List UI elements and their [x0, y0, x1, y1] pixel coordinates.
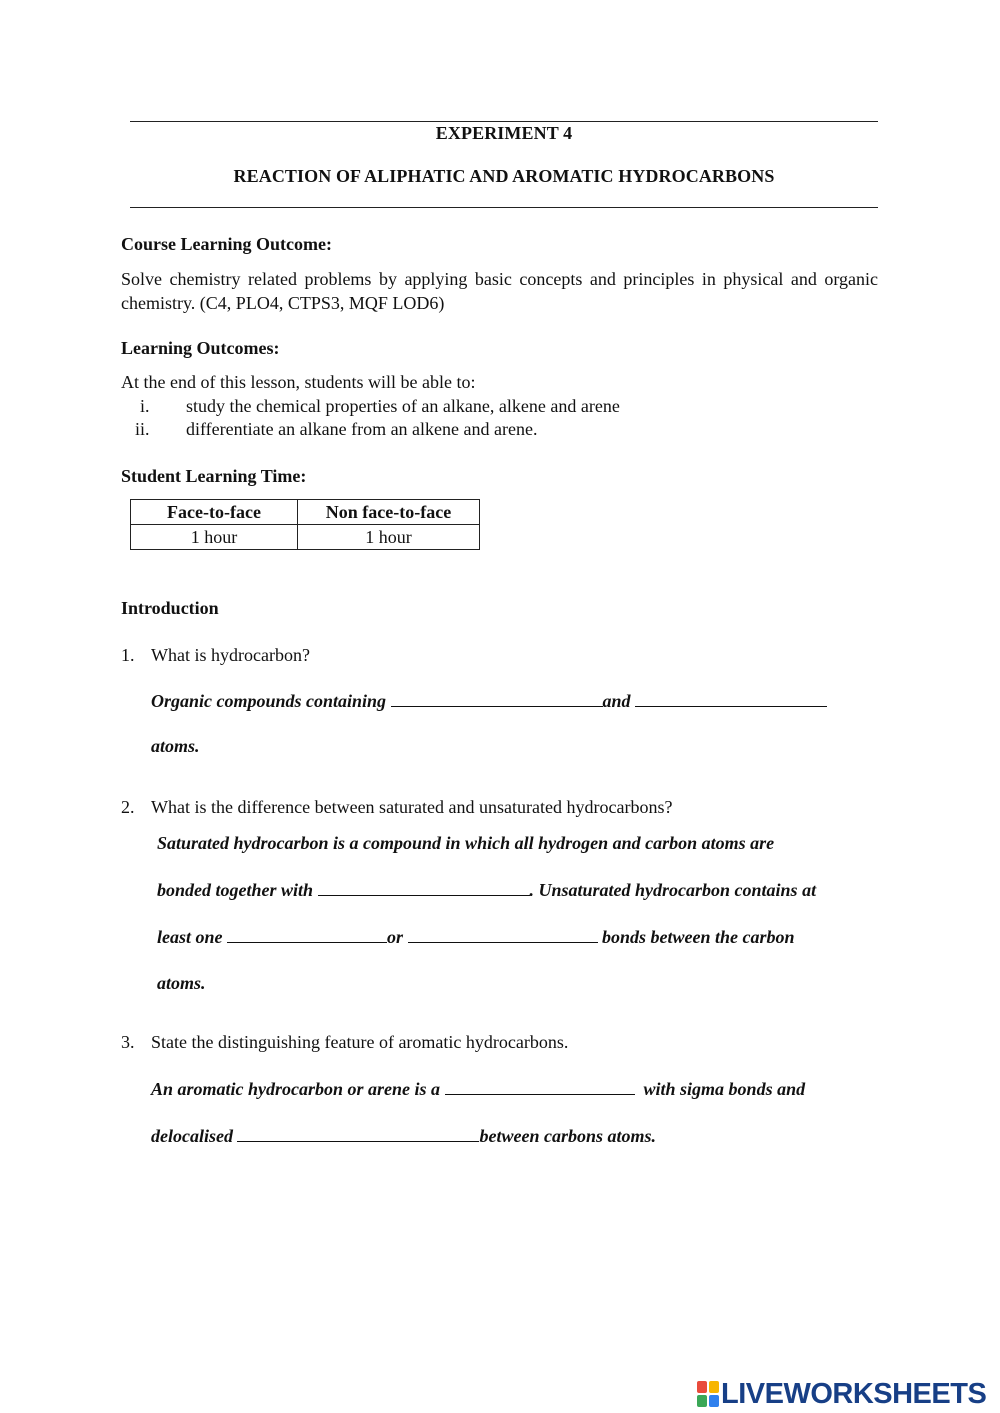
table-header-cell: Non face-to-face: [298, 500, 480, 525]
learning-time-table: [130, 499, 480, 550]
answer-text: least one: [157, 927, 227, 947]
outcome-number: i.: [140, 396, 150, 416]
question-number: 2.: [121, 797, 135, 817]
answer-line: [151, 1078, 805, 1100]
learning-outcomes-intro: At the end of this lesson, students will be able to:: [121, 372, 476, 392]
outcome-text: differentiate an alkane from an alkene and arene.: [186, 419, 538, 439]
question-text: What is the difference between saturated and unsaturated hydrocarbons?: [151, 797, 673, 817]
bottom-rule: [130, 207, 878, 208]
answer-line: [151, 690, 827, 712]
answer-text: Organic compounds containing: [151, 691, 391, 711]
answer-blank[interactable]: [227, 926, 387, 943]
logo-square: [697, 1381, 707, 1393]
answer-text: atoms.: [157, 973, 206, 993]
answer-line: [151, 736, 200, 757]
outcome-text: study the chemical properties of an alkane, alkene and arene: [186, 396, 620, 416]
answer-text: Saturated hydrocarbon is a compound in which all hydrogen and carbon atoms are: [157, 833, 775, 853]
table-cell: 1 hour: [298, 525, 480, 550]
answer-text: atoms.: [151, 736, 200, 756]
answer-text: delocalised: [151, 1126, 238, 1146]
answer-blank[interactable]: [391, 690, 603, 707]
learning-time-heading: Student Learning Time:: [121, 466, 307, 486]
liveworksheets-logo[interactable]: [697, 1378, 986, 1410]
answer-line: [151, 1125, 656, 1147]
introduction-heading: Introduction: [121, 598, 219, 618]
top-rule: [130, 121, 878, 122]
question-text: What is hydrocarbon?: [151, 645, 310, 665]
answer-blank[interactable]: [445, 1078, 635, 1095]
course-outcome-text: Solve chemistry related problems by applying basic concepts and principles in physical and organic chemistry. (C4, PLO4, CTPS3, MQF LOD6): [121, 269, 878, 313]
question-number: 3.: [121, 1032, 135, 1052]
answer-line: [157, 833, 774, 854]
answer-text: bonded together with: [157, 880, 318, 900]
answer-blank[interactable]: [635, 690, 827, 707]
answer-text: and: [602, 691, 636, 711]
liveworksheets-logo-text: LIVEWORKSHEETS: [721, 1377, 987, 1410]
answer-text: or: [387, 927, 408, 947]
learning-outcomes-heading: Learning Outcomes:: [121, 338, 280, 358]
answer-blank[interactable]: [318, 879, 530, 896]
question-text: State the distinguishing feature of aromatic hydrocarbons.: [151, 1032, 569, 1052]
logo-square: [697, 1395, 707, 1407]
logo-square: [709, 1395, 719, 1407]
outcome-number: ii.: [135, 419, 150, 439]
course-outcome-heading: Course Learning Outcome:: [121, 234, 332, 254]
table-header-cell: Face-to-face: [131, 500, 298, 525]
answer-text: . Unsaturated hydrocarbon contains at: [529, 880, 817, 900]
liveworksheets-logo-icon: [697, 1381, 719, 1407]
question-number: 1.: [121, 645, 135, 665]
answer-line: [157, 926, 795, 948]
table-cell: 1 hour: [131, 525, 298, 550]
answer-line: [157, 879, 816, 901]
answer-text: between carbons atoms.: [479, 1126, 656, 1146]
answer-line: [157, 973, 206, 994]
answer-text: bonds between the carbon: [597, 927, 795, 947]
answer-blank[interactable]: [408, 926, 598, 943]
answer-text: with sigma bonds and: [634, 1079, 806, 1099]
logo-square: [709, 1381, 719, 1393]
experiment-number: EXPERIMENT 4: [435, 123, 573, 143]
experiment-title: REACTION OF ALIPHATIC AND AROMATIC HYDROCARBONS: [233, 166, 775, 186]
answer-text: An aromatic hydrocarbon or arene is a: [151, 1079, 445, 1099]
answer-blank[interactable]: [237, 1125, 479, 1142]
